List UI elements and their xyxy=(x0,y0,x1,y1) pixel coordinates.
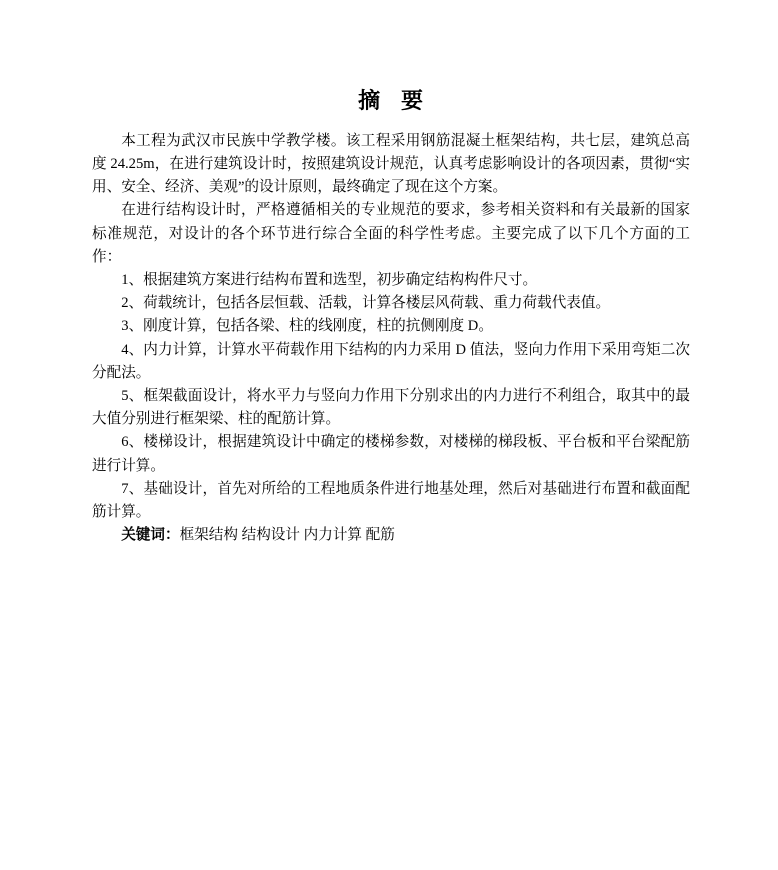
keywords-line xyxy=(92,524,690,547)
list-item-2: 2、荷载统计，包括各层恒载、活载，计算各楼层风荷载、重力荷载代表值。 xyxy=(121,295,611,312)
page-title-char-1: 摘 xyxy=(358,88,381,113)
list-item-6: 6、楼梯设计，根据建筑设计中确定的楼梯参数，对楼梯的梯段板、平台板和平台梁配筋进行计算。 xyxy=(92,434,690,474)
list-item-4: 4、内力计算，计算水平荷载作用下结构的内力采用 D 值法，竖向力作用下采用弯矩二次分配法。 xyxy=(92,341,690,381)
page-title xyxy=(92,86,690,116)
page-title-char-2: 要 xyxy=(401,88,424,113)
keywords-value: 框架结构 结构设计 内力计算 配筋 xyxy=(179,527,395,544)
abstract-paragraph-1: 本工程为武汉市民族中学教学楼。该工程采用钢筋混凝土框架结构，共七层，建筑总高度 24.25m，在进行建筑设计时，按照建筑设计规范，认真考虑影响设计的各项因素，贯彻“实用、安全、经济、美观”的设计原则，最终确定了现在这个方案。 xyxy=(92,132,690,196)
list-item-1: 1、根据建筑方案进行结构布置和选型，初步确定结构构件尺寸。 xyxy=(121,271,538,288)
list-item-5: 5、框架截面设计，将水平力与竖向力作用下分别求出的内力进行不利组合，取其中的最大值分别进行框架梁、柱的配筋计算。 xyxy=(92,387,690,428)
abstract-paragraph-2: 在进行结构设计时，严格遵循相关的专业规范的要求，参考相关资料和有关最新的国家标准规范，对设计的各个环节进行综合全面的科学性考虑。主要完成了以下几个方面的工作： xyxy=(92,202,690,265)
list-item-3: 3、刚度计算，包括各梁、柱的线刚度，柱的抗侧刚度 D。 xyxy=(121,318,493,335)
abstract-content-area xyxy=(92,86,690,547)
keywords-label: 关键词： xyxy=(121,527,180,544)
list-item-7: 7、基础设计，首先对所给的工程地质条件进行地基处理，然后对基础进行布置和截面配筋计算。 xyxy=(92,480,690,520)
abstract-body xyxy=(92,130,690,548)
